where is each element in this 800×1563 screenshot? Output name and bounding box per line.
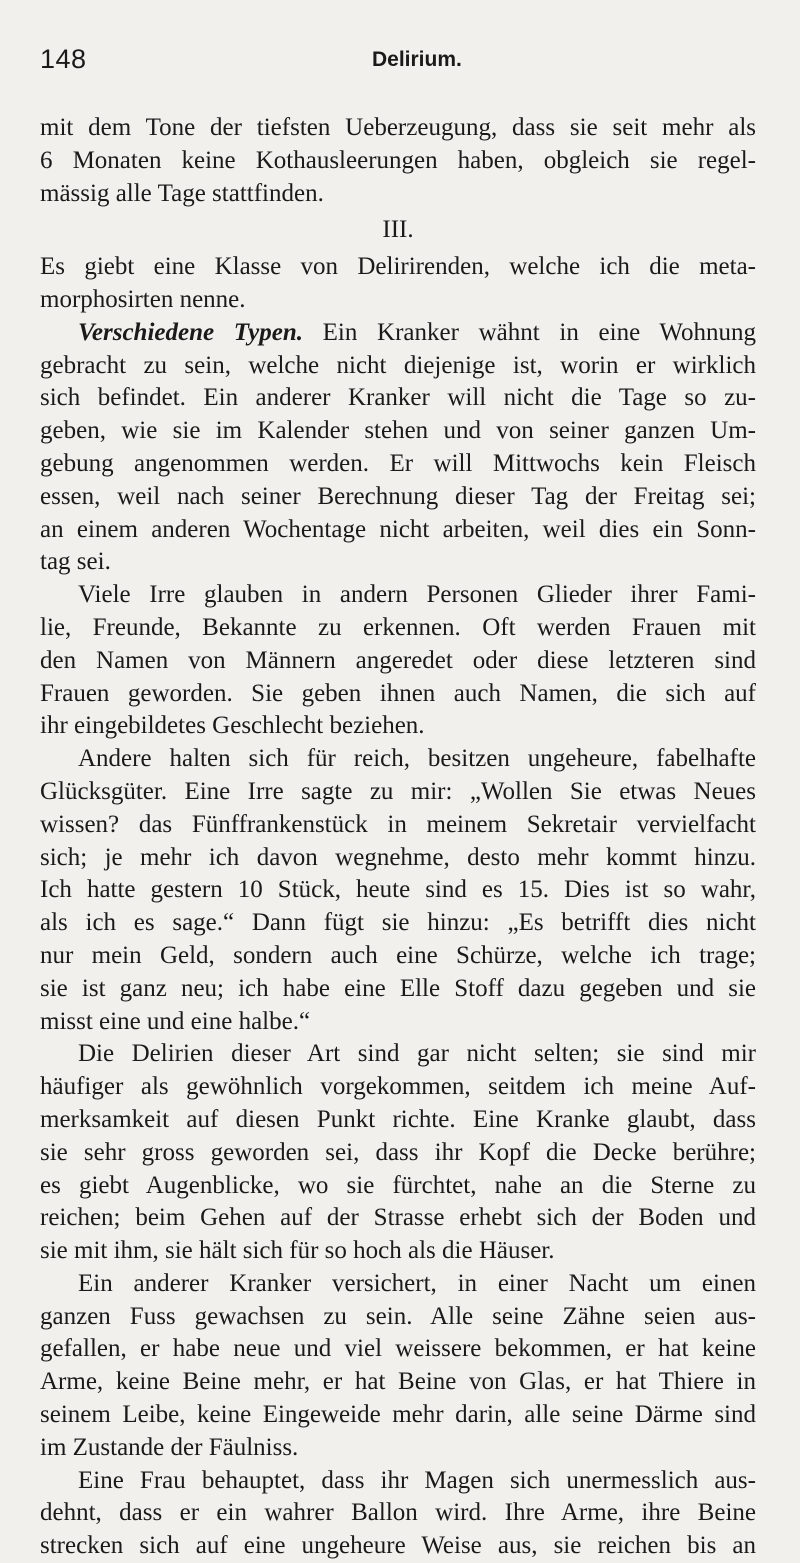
body-text — [40, 112, 756, 1563]
text-line: sie mit ihm, sie hält sich für so hoch als die Häuser. — [40, 1237, 555, 1265]
text-line: ihr eingebildetes Geschlecht beziehen. — [40, 712, 425, 740]
text-line: Viele Irre glauben in andern Personen Glieder ihrer Fami- — [78, 581, 756, 609]
text-line: den Namen von Männern angeredet oder diese letzteren sind — [40, 646, 756, 674]
text-line: reichen; beim Gehen auf der Strasse erhebt sich der Boden und — [40, 1204, 756, 1232]
page-number: 148 — [40, 44, 87, 74]
text-line: lie, Freunde, Bekannte zu erkennen. Oft werden Frauen mit — [40, 613, 756, 641]
text-line: gefallen, er habe neue und viel weissere bekommen, er hat keine — [40, 1335, 756, 1363]
text-line — [40, 317, 756, 350]
text-line: Andere halten sich für reich, besitzen ungeheure, fabelhafte — [78, 745, 756, 773]
text-line: strecken sich auf eine ungeheure Weise aus, sie reichen bis an — [40, 1532, 756, 1560]
text-line: als ich es sage.“ Dann fügt sie hinzu: „Es betrifft dies nicht — [40, 909, 756, 937]
text-line: an einem anderen Wochentage nicht arbeiten, weil dies ein Sonn- — [40, 515, 756, 543]
text-line: ganzen Fuss gewachsen zu sein. Alle seine Zähne seien aus- — [40, 1302, 756, 1330]
text-line: nur mein Geld, sondern auch eine Schürze, welche ich trage; — [40, 941, 756, 969]
text-line: essen, weil nach seiner Berechnung dieser Tag der Freitag sei; — [40, 482, 756, 510]
section-heading: III. — [382, 216, 414, 244]
text-line: morphosirten nenne. — [40, 285, 246, 313]
running-head — [40, 44, 756, 92]
text-line: sie sehr gross geworden sei, dass ihr Kopf die Decke berühre; — [40, 1138, 756, 1166]
text-line: Eine Frau behauptet, dass ihr Magen sich unermesslich aus- — [78, 1466, 756, 1494]
text-line: im Zustande der Fäulniss. — [40, 1433, 299, 1461]
text-line: mit dem Tone der tiefsten Ueberzeugung, dass sie seit mehr als — [40, 114, 756, 141]
running-title: Delirium. — [372, 48, 462, 71]
text-line: misst eine und eine halbe.“ — [40, 1007, 311, 1035]
text-line: mässig alle Tage stattfinden. — [40, 179, 324, 207]
text-line: Es giebt eine Klasse von Delirirenden, welche ich die meta- — [40, 253, 756, 281]
paragraph-lead: Verschiedene Typen. — [78, 318, 303, 346]
text-line: geben, wie sie im Kalender stehen und von seiner ganzen Um- — [40, 417, 756, 445]
text-line: sie ist ganz neu; ich habe eine Elle Stoff dazu gegeben und sie — [40, 974, 756, 1002]
text-line: tag sei. — [40, 548, 111, 576]
text-line: seinem Leibe, keine Eingeweide mehr darin, alle seine Därme sind — [40, 1401, 756, 1429]
text-line: gebracht zu sein, welche nicht diejenige ist, worin er wirklich — [40, 351, 756, 379]
text-line: Frauen geworden. Sie geben ihnen auch Namen, die sich auf — [40, 679, 756, 707]
text-line: häufiger als gewöhnlich vorgekommen, seitdem ich meine Auf- — [40, 1073, 756, 1101]
text-line: Arme, keine Beine mehr, er hat Beine von Glas, er hat Thiere in — [40, 1368, 756, 1396]
text-line: Ein anderer Kranker versichert, in einer Nacht um einen — [78, 1269, 756, 1297]
text-line: Die Delirien dieser Art sind gar nicht selten; sie sind mir — [78, 1040, 756, 1068]
text-line: sich; je mehr ich davon wegnehme, desto mehr kommt hinzu. — [40, 843, 756, 871]
text-line: dehnt, dass er ein wahrer Ballon wird. Ihre Arme, ihre Beine — [40, 1499, 756, 1527]
text-line: wissen? das Fünffrankenstück in meinem Sekretair vervielfacht — [40, 810, 756, 838]
book-page — [40, 0, 756, 1560]
text-line: gebung angenommen werden. Er will Mittwochs kein Fleisch — [40, 449, 756, 477]
text-line: merksamkeit auf diesen Punkt richte. Eine Kranke glaubt, dass — [40, 1105, 756, 1133]
text-line: Glücksgüter. Eine Irre sagte zu mir: „Wollen Sie etwas Neues — [40, 777, 756, 805]
text-line: sich befindet. Ein anderer Kranker will nicht die Tage so zu- — [40, 384, 756, 412]
text-line: es giebt Augenblicke, wo sie fürchtet, nahe an die Sterne zu — [40, 1171, 756, 1199]
text-line: Ich hatte gestern 10 Stück, heute sind es 15. Dies ist so wahr, — [40, 876, 756, 904]
text-line: 6 Monaten keine Kothausleerungen haben, obgleich sie regel- — [40, 146, 756, 174]
text-run: Ein Kranker wähnt in eine Wohnung — [302, 318, 756, 346]
